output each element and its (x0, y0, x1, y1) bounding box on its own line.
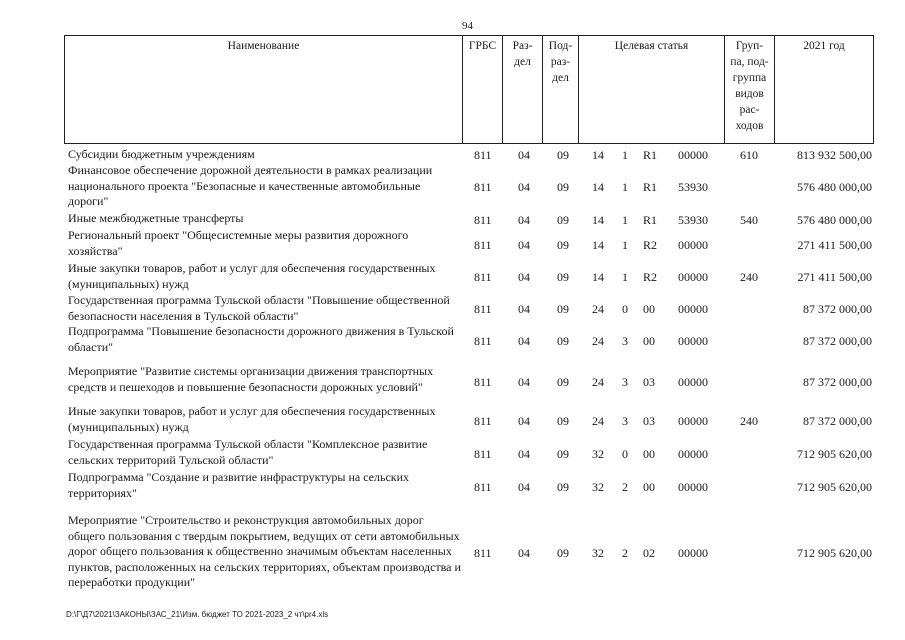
page-number: 94 (462, 20, 473, 32)
cell-razdel: 04 (518, 375, 530, 389)
cell-amount: 87 372 000,00 (803, 334, 872, 348)
cell-grbs: 811 (474, 546, 492, 560)
header-name: Наименование (65, 36, 463, 143)
cell-target-event: R1 (643, 180, 658, 194)
cell-grbs: 811 (474, 148, 492, 162)
cell-podrazdel: 09 (557, 302, 569, 316)
cell-target-event: 00 (643, 334, 655, 348)
cell-amount: 87 372 000,00 (803, 375, 872, 389)
cell-amount: 271 411 500,00 (797, 238, 872, 252)
cell-razdel: 04 (518, 213, 530, 227)
cell-target-event: 02 (643, 546, 655, 560)
table-row (0, 147, 905, 163)
cell-target-program: 24 (592, 375, 604, 389)
cell-razdel: 04 (518, 148, 530, 162)
table-row (0, 324, 905, 357)
cell-grbs: 811 (474, 213, 492, 227)
cell-target-subprogram: 2 (622, 480, 628, 494)
cell-target-event: 00 (643, 447, 655, 461)
table-row (0, 211, 905, 228)
cell-expense-group: 240 (740, 270, 758, 284)
cell-target-direction: 00000 (678, 480, 708, 494)
cell-amount: 712 905 620,00 (797, 447, 872, 461)
table-row (0, 470, 905, 503)
cell-target-direction: 00000 (678, 270, 708, 284)
cell-target-direction: 53930 (678, 180, 708, 194)
row-name: Региональный проект "Общесистемные меры развития дорожного хозяйства" (68, 228, 409, 258)
cell-target-subprogram: 0 (622, 302, 628, 316)
cell-podrazdel: 09 (557, 148, 569, 162)
header-grbs: ГРБС (463, 36, 503, 143)
cell-target-subprogram: 1 (622, 238, 628, 252)
row-name: Государственная программа Тульской области "Повышение общественной безопасности населения в Тульской области" (68, 293, 450, 323)
cell-target-program: 24 (592, 334, 604, 348)
cell-target-subprogram: 1 (622, 270, 628, 284)
cell-target-program: 14 (592, 148, 604, 162)
cell-razdel: 04 (518, 180, 530, 194)
cell-podrazdel: 09 (557, 238, 569, 252)
cell-target-program: 32 (592, 480, 604, 494)
cell-target-direction: 00000 (678, 148, 708, 162)
table-row (0, 163, 905, 211)
cell-target-subprogram: 1 (622, 213, 628, 227)
header-podrazdel: Под- раз- дел (543, 36, 579, 143)
row-name: Иные межбюджетные трансферты (68, 211, 244, 225)
cell-grbs: 811 (474, 238, 492, 252)
file-path-footer: D:\Г\Д7\2021\ЗАКОНЫ\ЗАС_21\Изм. бюджет ТО 2021-2023_2 чт\pr4.xls (66, 610, 329, 619)
cell-target-direction: 53930 (678, 213, 708, 227)
cell-target-direction: 00000 (678, 447, 708, 461)
cell-razdel: 04 (518, 302, 530, 316)
cell-grbs: 811 (474, 302, 492, 316)
cell-target-program: 14 (592, 238, 604, 252)
row-name: Государственная программа Тульской области "Комплексное развитие сельских территорий Тульской области" (68, 437, 428, 467)
cell-target-program: 14 (592, 213, 604, 227)
cell-target-subprogram: 3 (622, 375, 628, 389)
header-target: Целевая статья (579, 36, 725, 143)
cell-target-event: 03 (643, 414, 655, 428)
cell-target-subprogram: 1 (622, 180, 628, 194)
row-name: Субсидии бюджетным учреждениям (68, 147, 255, 161)
cell-podrazdel: 09 (557, 447, 569, 461)
cell-grbs: 811 (474, 270, 492, 284)
cell-podrazdel: 09 (557, 546, 569, 560)
table-row (0, 437, 905, 470)
cell-target-subprogram: 2 (622, 546, 628, 560)
table-row (0, 513, 905, 593)
cell-amount: 576 480 000,00 (797, 180, 872, 194)
cell-grbs: 811 (474, 480, 492, 494)
cell-grbs: 811 (474, 180, 492, 194)
cell-amount: 87 372 000,00 (803, 302, 872, 316)
cell-razdel: 04 (518, 546, 530, 560)
cell-podrazdel: 09 (557, 375, 569, 389)
cell-target-event: R1 (643, 148, 658, 162)
cell-podrazdel: 09 (557, 180, 569, 194)
cell-grbs: 811 (474, 375, 492, 389)
cell-target-event: R1 (643, 213, 658, 227)
cell-target-event: 00 (643, 302, 655, 316)
header-group: Груп- па, под- группа видов рас- ходов (725, 36, 775, 143)
table-row (0, 364, 905, 400)
row-name: Мероприятие "Развитие системы организации движения транспортных средств и пешеходов и повышение безопасности дорожных условий" (68, 364, 434, 394)
cell-razdel: 04 (518, 447, 530, 461)
cell-expense-group: 610 (740, 148, 758, 162)
cell-target-program: 32 (592, 447, 604, 461)
row-name: Подпрограмма "Создание и развитие инфраструктуры на сельских территориях" (68, 470, 410, 500)
cell-target-program: 32 (592, 546, 604, 560)
cell-podrazdel: 09 (557, 414, 569, 428)
cell-target-subprogram: 3 (622, 414, 628, 428)
cell-grbs: 811 (474, 334, 492, 348)
cell-target-direction: 00000 (678, 302, 708, 316)
cell-razdel: 04 (518, 414, 530, 428)
cell-target-program: 24 (592, 414, 604, 428)
cell-target-direction: 00000 (678, 375, 708, 389)
cell-podrazdel: 09 (557, 270, 569, 284)
header-year: 2021 год (803, 40, 845, 52)
table-row (0, 404, 905, 437)
table-row (0, 261, 905, 293)
table-header (64, 35, 874, 144)
cell-podrazdel: 09 (557, 334, 569, 348)
row-name: Финансовое обеспечение дорожной деятельности в рамках реализации национального проекта "Безопасные и качественные автомобильные дороги" (68, 163, 433, 208)
cell-grbs: 811 (474, 414, 492, 428)
table-row (0, 228, 905, 261)
cell-target-program: 14 (592, 180, 604, 194)
cell-amount: 712 905 620,00 (797, 480, 872, 494)
row-name: Мероприятие "Строительство и реконструкция автомобильных дорог общего пользования с твердым покрытием, ведущих от сети автомобильных дорог общего пользования к общественно значимым объектам населенных пунктов, расположенных на сельских территориях, объектам производства и переработки продукции" (68, 513, 461, 589)
cell-target-subprogram: 1 (622, 148, 628, 162)
cell-target-event: R2 (643, 270, 658, 284)
cell-target-direction: 00000 (678, 414, 708, 428)
cell-amount: 271 411 500,00 (797, 270, 872, 284)
cell-amount: 576 480 000,00 (797, 213, 872, 227)
cell-podrazdel: 09 (557, 480, 569, 494)
cell-target-event: 00 (643, 480, 655, 494)
cell-target-event: R2 (643, 238, 658, 252)
cell-target-event: 03 (643, 375, 655, 389)
row-name: Иные закупки товаров, работ и услуг для обеспечения государственных (муниципальных) нужд (68, 261, 436, 291)
cell-amount: 813 932 500,00 (797, 148, 872, 162)
cell-target-program: 24 (592, 302, 604, 316)
row-name: Иные закупки товаров, работ и услуг для обеспечения государственных (муниципальных) нужд (68, 404, 436, 434)
cell-target-direction: 00000 (678, 334, 708, 348)
cell-razdel: 04 (518, 334, 530, 348)
cell-razdel: 04 (518, 480, 530, 494)
cell-target-subprogram: 3 (622, 334, 628, 348)
cell-podrazdel: 09 (557, 213, 569, 227)
cell-target-program: 14 (592, 270, 604, 284)
cell-razdel: 04 (518, 270, 530, 284)
header-razdel: Раз- дел (503, 36, 543, 143)
row-name: Подпрограмма "Повышение безопасности дорожного движения в Тульской области" (68, 324, 454, 354)
cell-grbs: 811 (474, 447, 492, 461)
cell-target-subprogram: 0 (622, 447, 628, 461)
cell-expense-group: 240 (740, 414, 758, 428)
cell-amount: 87 372 000,00 (803, 414, 872, 428)
cell-razdel: 04 (518, 238, 530, 252)
cell-target-direction: 00000 (678, 238, 708, 252)
cell-amount: 712 905 620,00 (797, 546, 872, 560)
cell-target-direction: 00000 (678, 546, 708, 560)
table-row (0, 293, 905, 324)
cell-expense-group: 540 (740, 213, 758, 227)
